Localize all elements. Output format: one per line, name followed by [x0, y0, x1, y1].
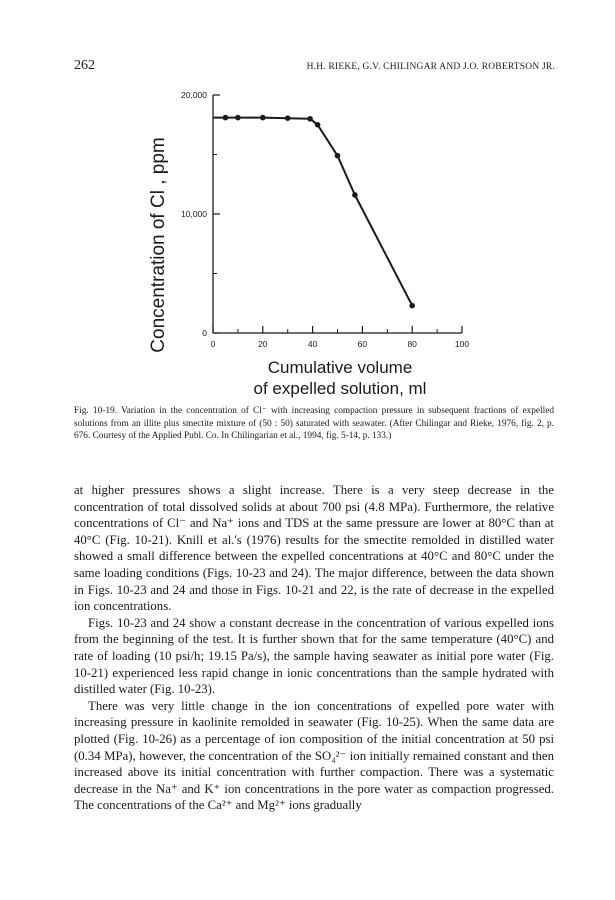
chart-series [213, 115, 415, 309]
paragraph: at higher pressures shows a slight increase. There is a very steep decrease in the concentration of total dissolved solids at about 700 psi (4.8 MPa). Furthermore, the relative concentrations of Cl⁻ and Na⁺ ions and TDS at the same pressure are lower at 80°C than at 40°C (Fig. 10-21). Knill et al.'s (1976) results for the smectite remolded in distilled water showed a small difference between the expelled concentrations at 40°C and 80°C under the same loading conditions (Figs. 10-23 and 24). The major difference, between the data shown in Figs. 10-23 and 24 and those in Figs. 10-21 and 22, is the rate of decrease in the expelled ion concentrations. [74, 483, 554, 614]
data-point [285, 115, 291, 121]
chart-ticks [181, 90, 469, 349]
y-tick-label: 20,000 [181, 90, 207, 100]
x-axis-title-line2: of expelled solution, ml [253, 379, 427, 398]
figure-caption: Fig. 10-19. Variation in the concentration of Cl⁻ with increasing compaction pressure in subsequent fractions of expelled solutions from an illite plus smectite mixture of (50 : 50) saturated with seawater. (After Chilingar and Rieke, 1976, fig. 2, p. 676. Courtesy of the Applied Publ. Co. In Chilingarian et al., 1994, fig. 5-14, p. 133.) [74, 406, 554, 442]
paragraph: There was very little change in the ion concentrations of expelled pore water with increasing pressure in kaolinite remolded in seawater (Fig. 10-25). When the same data are plotted (Fig. 10-26) as a percentage of ion composition of the initial concentration at 50 psi (0.34 MPa), however, the concentration of the SO₄²⁻ ion initially remained constant and then increased above its initial concentration with further compaction. There was a systematic decrease in the Na⁺ and K⁺ ion concentrations in the pore water as compaction progressed. The concentrations of the Ca²⁺ and Mg²⁺ ions gradually [74, 698, 554, 813]
x-tick-label: 0 [210, 339, 216, 349]
data-point [352, 192, 358, 198]
page-number: 262 [74, 58, 95, 73]
page-header [74, 58, 555, 78]
data-point [409, 303, 415, 309]
body-text [74, 482, 554, 814]
cl-concentration-chart [0, 80, 615, 400]
y-tick-label: 10,000 [181, 209, 207, 219]
y-axis-title: Concentration of Cl , ppm [148, 137, 169, 353]
paragraph: Figs. 10-23 and 24 show a constant decrease in the concentration of various expelled ions from the beginning of the test. It is further shown that for the same temperature (40°C) and rate of loading (10 psi/h; 19.15 Pa/s), the sample having seawater as initial pore water (Fig. 10-21) experienced less rapid change in ionic concentrations than the sample hydrated with distilled water (Fig. 10-23). [74, 615, 554, 697]
data-point [260, 115, 266, 121]
x-axis-title-line1: Cumulative volume [267, 358, 413, 377]
data-point [235, 115, 241, 121]
data-point [315, 122, 321, 128]
x-tick-label: 80 [407, 339, 417, 349]
x-tick-label: 100 [454, 339, 470, 349]
data-point [223, 115, 229, 121]
x-tick-label: 60 [357, 339, 368, 349]
x-tick-label: 20 [258, 339, 268, 349]
data-point [335, 153, 341, 159]
y-tick-label: 0 [202, 328, 207, 338]
data-point [307, 116, 313, 122]
chart-axes [213, 95, 462, 333]
series-line [213, 118, 412, 306]
x-tick-label: 40 [307, 339, 318, 349]
running-head: H.H. RIEKE, G.V. CHILINGAR AND J.O. ROBERTSON JR. [306, 62, 555, 72]
